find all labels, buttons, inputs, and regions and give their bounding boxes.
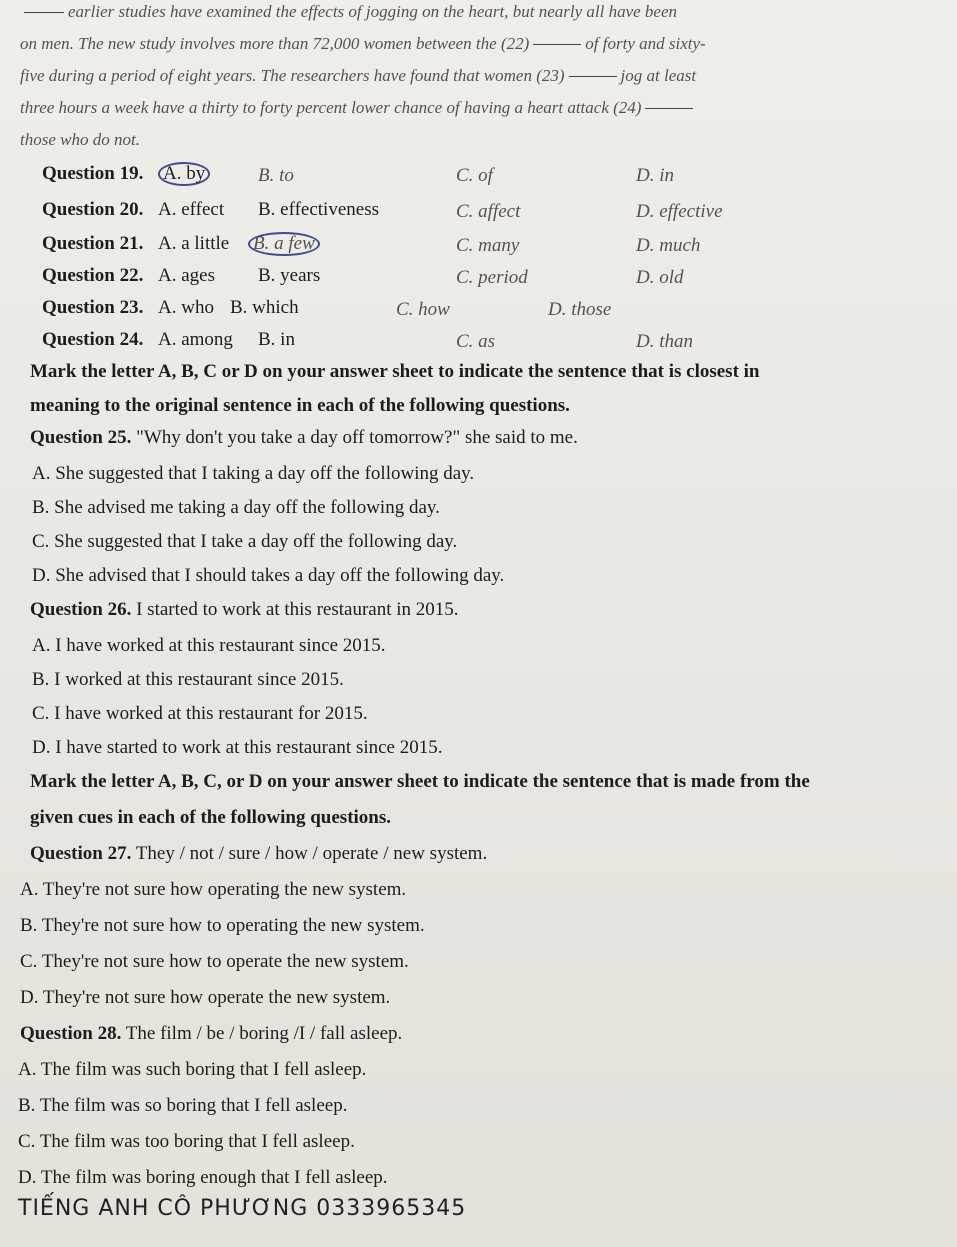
q22-option-a[interactable]: A. ages [158,265,215,286]
q26-option-d[interactable]: D. I have started to work at this restaurant since 2015. [32,737,443,758]
q27-stem: They / not / sure / how / operate / new system. [135,843,488,864]
passage-line-5-text: those who do not. [20,130,140,149]
q20-label: Question 20. [42,199,144,220]
q28-label: Question 28. [20,1023,122,1044]
passage-line-4 [20,96,697,120]
q24-option-c[interactable]: C. as [456,331,496,352]
footer-watermark: TIẾNG ANH CÔ PHƯƠNG 0333965345 [18,1196,467,1221]
q28-option-d[interactable]: D. The film was boring enough that I fell asleep. [18,1167,388,1188]
q25-option-a[interactable]: A. She suggested that I taking a day off the following day. [32,463,475,484]
q25-option-b[interactable]: B. She advised me taking a day off the following day. [32,497,440,518]
q27-option-c[interactable]: C. They're not sure how to operate the new system. [20,951,409,972]
passage-line-5 [20,128,140,152]
q27-option-a[interactable]: A. They're not sure how operating the new system. [20,879,407,900]
blank-22 [533,44,581,45]
q22-option-c[interactable]: C. period [456,267,528,288]
passage-line-3 [20,64,696,88]
q23-option-c[interactable]: C. how [396,299,450,320]
blank-24 [645,108,693,109]
q20-option-b[interactable]: B. effectiveness [258,199,379,220]
q22-label: Question 22. [42,265,144,286]
q25-stem: "Why don't you take a day off tomorrow?" she said to me. [136,427,578,448]
passage-line-4-text: three hours a week have a thirty to forty percent lower chance of having a heart attack (24) [20,98,642,117]
q19-option-b[interactable]: B. to [258,165,294,186]
passage-line-1-text: earlier studies have examined the effects of jogging on the heart, but nearly all have been [68,2,678,21]
q21-option-b-text: B. a few [248,232,320,256]
q21-label: Question 21. [42,233,144,254]
passage-line-3b: jog at least [620,66,697,85]
q20-option-d[interactable]: D. effective [636,201,723,222]
q28-stem: The film / be / boring /I / fall asleep. [125,1023,403,1044]
q23-option-b[interactable]: B. which [230,297,299,318]
q24-option-a[interactable]: A. among [158,329,233,350]
q24-option-d[interactable]: D. than [636,331,693,352]
q28-option-b[interactable]: B. The film was so boring that I fell asleep. [18,1095,348,1116]
passage-line-2a: on men. The new study involves more than 72,000 women between the (22) [20,34,530,53]
instruction-closest-meaning-line-2: meaning to the original sentence in each of the following questions. [30,395,570,416]
q27-option-d[interactable]: D. They're not sure how operate the new system. [20,987,391,1008]
instruction-cues-line-1: Mark the letter A, B, C, or D on your answer sheet to indicate the sentence that is made from the [30,771,810,792]
q24-option-b[interactable]: B. in [258,329,295,350]
q27-label: Question 27. [30,843,132,864]
q27-option-b[interactable]: B. They're not sure how to operating the new system. [20,915,425,936]
q19-option-d[interactable]: D. in [636,165,674,186]
q25-stem-line [30,426,578,450]
q26-option-b[interactable]: B. I worked at this restaurant since 2015. [32,669,344,690]
passage-blank-start [24,12,64,13]
q19-label: Question 19. [42,163,144,184]
q27-stem-line [30,842,487,866]
q26-label: Question 26. [30,599,132,620]
q26-option-a[interactable]: A. I have worked at this restaurant since 2015. [32,635,386,656]
q23-label: Question 23. [42,297,144,318]
q21-option-d[interactable]: D. much [636,235,701,256]
q20-option-c[interactable]: C. affect [456,201,521,222]
q25-option-c[interactable]: C. She suggested that I take a day off the following day. [32,531,458,552]
q20-option-a[interactable]: A. effect [158,199,225,220]
q23-option-a[interactable]: A. who [158,297,214,318]
q26-option-c[interactable]: C. I have worked at this restaurant for 2015. [32,703,368,724]
passage-line-1 [20,0,677,24]
q21-option-b[interactable] [248,232,320,256]
q25-label: Question 25. [30,427,132,448]
q28-option-a[interactable]: A. The film was such boring that I fell asleep. [18,1059,367,1080]
q21-option-a[interactable]: A. a little [158,233,230,254]
q26-stem-line [30,598,459,622]
q21-option-c[interactable]: C. many [456,235,520,256]
passage-line-3a: five during a period of eight years. The researchers have found that women (23) [20,66,565,85]
q19-option-c[interactable]: C. of [456,165,493,186]
q22-option-b[interactable]: B. years [258,265,321,286]
q28-option-c[interactable]: C. The film was too boring that I fell asleep. [18,1131,355,1152]
passage-line-2b: of forty and sixty- [585,34,706,53]
q23-option-d[interactable]: D. those [548,299,612,320]
q19-option-a-text: A. by [158,162,210,186]
q28-stem-line [20,1022,402,1046]
q25-option-d[interactable]: D. She advised that I should takes a day off the following day. [32,565,505,586]
q24-label: Question 24. [42,329,144,350]
q19-option-a[interactable] [158,162,210,186]
q26-stem: I started to work at this restaurant in 2015. [136,599,459,620]
passage-line-2 [20,32,706,56]
q22-option-d[interactable]: D. old [636,267,684,288]
instruction-cues-line-2: given cues in each of the following questions. [30,807,392,828]
blank-23 [569,76,617,77]
instruction-closest-meaning-line-1: Mark the letter A, B, C or D on your answer sheet to indicate the sentence that is closest in [30,361,760,382]
